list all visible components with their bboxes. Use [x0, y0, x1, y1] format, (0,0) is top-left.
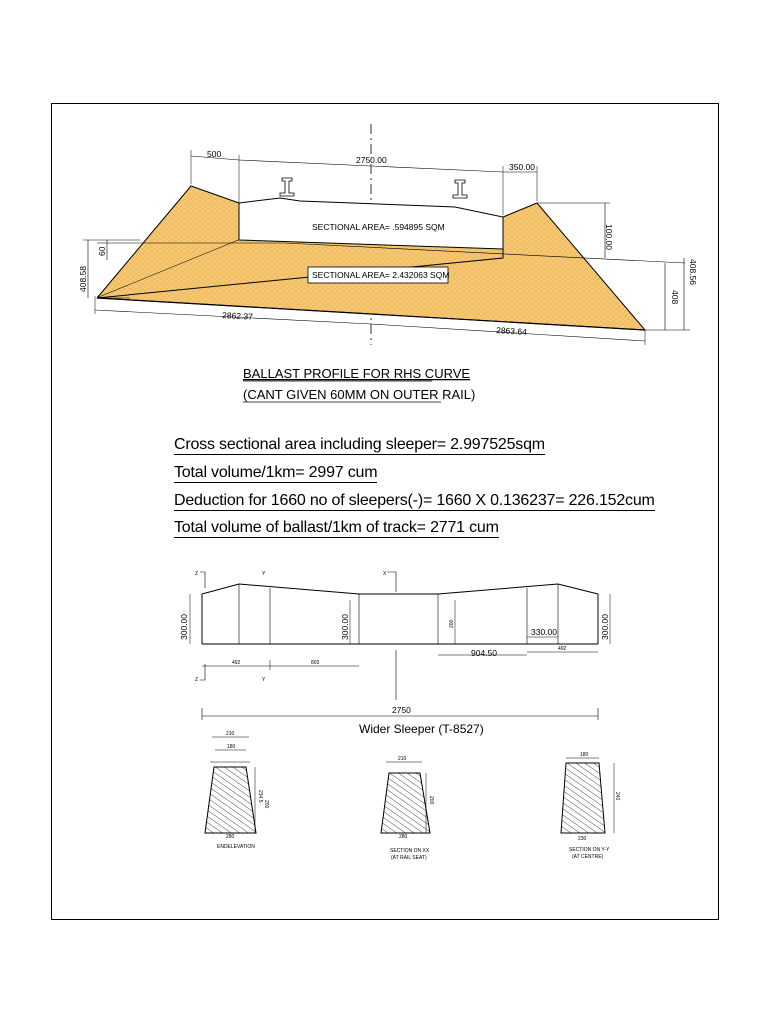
calc-line-2: Total volume/1km= 2997 cum	[174, 464, 378, 481]
height-left: 300.00	[179, 614, 189, 640]
xx-caption-2: (AT RAIL SEAT)	[391, 855, 427, 861]
seg-right-b: 330.00	[531, 627, 557, 637]
end-top-outer: 210	[226, 731, 235, 737]
seg-right-c: 492	[558, 646, 567, 652]
end-height-a: 234.5	[257, 790, 263, 803]
area-upper-label: SECTIONAL AREA= .594895 SQM	[312, 222, 445, 232]
dim-bottom-left: 2862.37	[221, 310, 254, 322]
dim-top-width: 2750.00	[356, 155, 387, 165]
rail-left-icon	[280, 178, 294, 196]
yy-height: 240	[614, 792, 620, 801]
section-yy	[561, 752, 620, 860]
dim-right-depth: 408.56	[688, 259, 698, 285]
section-y-top: Y	[262, 571, 266, 577]
end-bottom: 280	[226, 834, 235, 840]
end-caption: ENDELEVATION	[217, 844, 255, 850]
section-xx	[381, 756, 434, 861]
area-lower-label: SECTIONAL AREA= 2.432063 SQM	[312, 270, 450, 280]
dim-left-cant: 60	[97, 246, 107, 256]
total-length: 2750	[392, 705, 411, 715]
ballast-profile	[78, 124, 698, 402]
height-right: 300.00	[600, 614, 610, 640]
calc-line-3: Deduction for 1660 no of sleepers(-)= 1660 X 0.136237= 226.152cum	[174, 492, 655, 509]
dim-top-left-shoulder: 500	[207, 149, 222, 159]
yy-caption-2: (AT CENTRE)	[572, 854, 604, 860]
section-y-bottom: Y	[262, 677, 266, 683]
yy-top: 180	[580, 752, 589, 758]
section-z-bottom: Z	[195, 677, 199, 683]
section-end-elevation	[205, 731, 269, 850]
end-height-b: 200	[263, 800, 269, 809]
yy-caption-1: SECTION ON Y-Y	[569, 847, 610, 853]
rail-right-icon	[453, 180, 467, 198]
xx-height: 200	[428, 796, 434, 805]
section-z-top: Z	[195, 571, 199, 577]
dim-top-right-shoulder: 350.00	[509, 162, 535, 172]
section-x-top: X	[383, 571, 387, 577]
calc-line-1: Cross sectional area including sleeper= 2.997525sqm	[174, 436, 545, 453]
height-rail: 200	[449, 619, 455, 628]
seg-mid: 803	[311, 660, 320, 666]
xx-bottom: 280	[399, 834, 408, 840]
dim-bottom-right: 2863.64	[495, 325, 528, 337]
calc-line-4: Total volume of ballast/1km of track= 2771 cum	[174, 519, 499, 536]
profile-title-line1: BALLAST PROFILE FOR RHS CURVE	[243, 366, 471, 381]
end-top-inner: 180	[227, 744, 236, 750]
dim-right-upper-height: 100.00	[604, 224, 614, 250]
yy-bottom: 230	[578, 836, 587, 842]
height-mid: 300.00	[340, 614, 350, 640]
sleeper-elevation	[179, 571, 610, 736]
dim-right-lower-height: 408	[670, 290, 680, 305]
seg-left: 492	[232, 660, 241, 666]
xx-caption-1: SECTION ON XX	[390, 848, 430, 854]
xx-top: 210	[398, 756, 407, 762]
dim-left-depth: 408.58	[78, 266, 88, 292]
profile-title-line2: (CANT GIVEN 60MM ON OUTER RAIL)	[243, 387, 476, 402]
seg-right-a: 904.50	[471, 648, 497, 658]
sleeper-caption: Wider Sleeper (T-8527)	[359, 722, 484, 736]
